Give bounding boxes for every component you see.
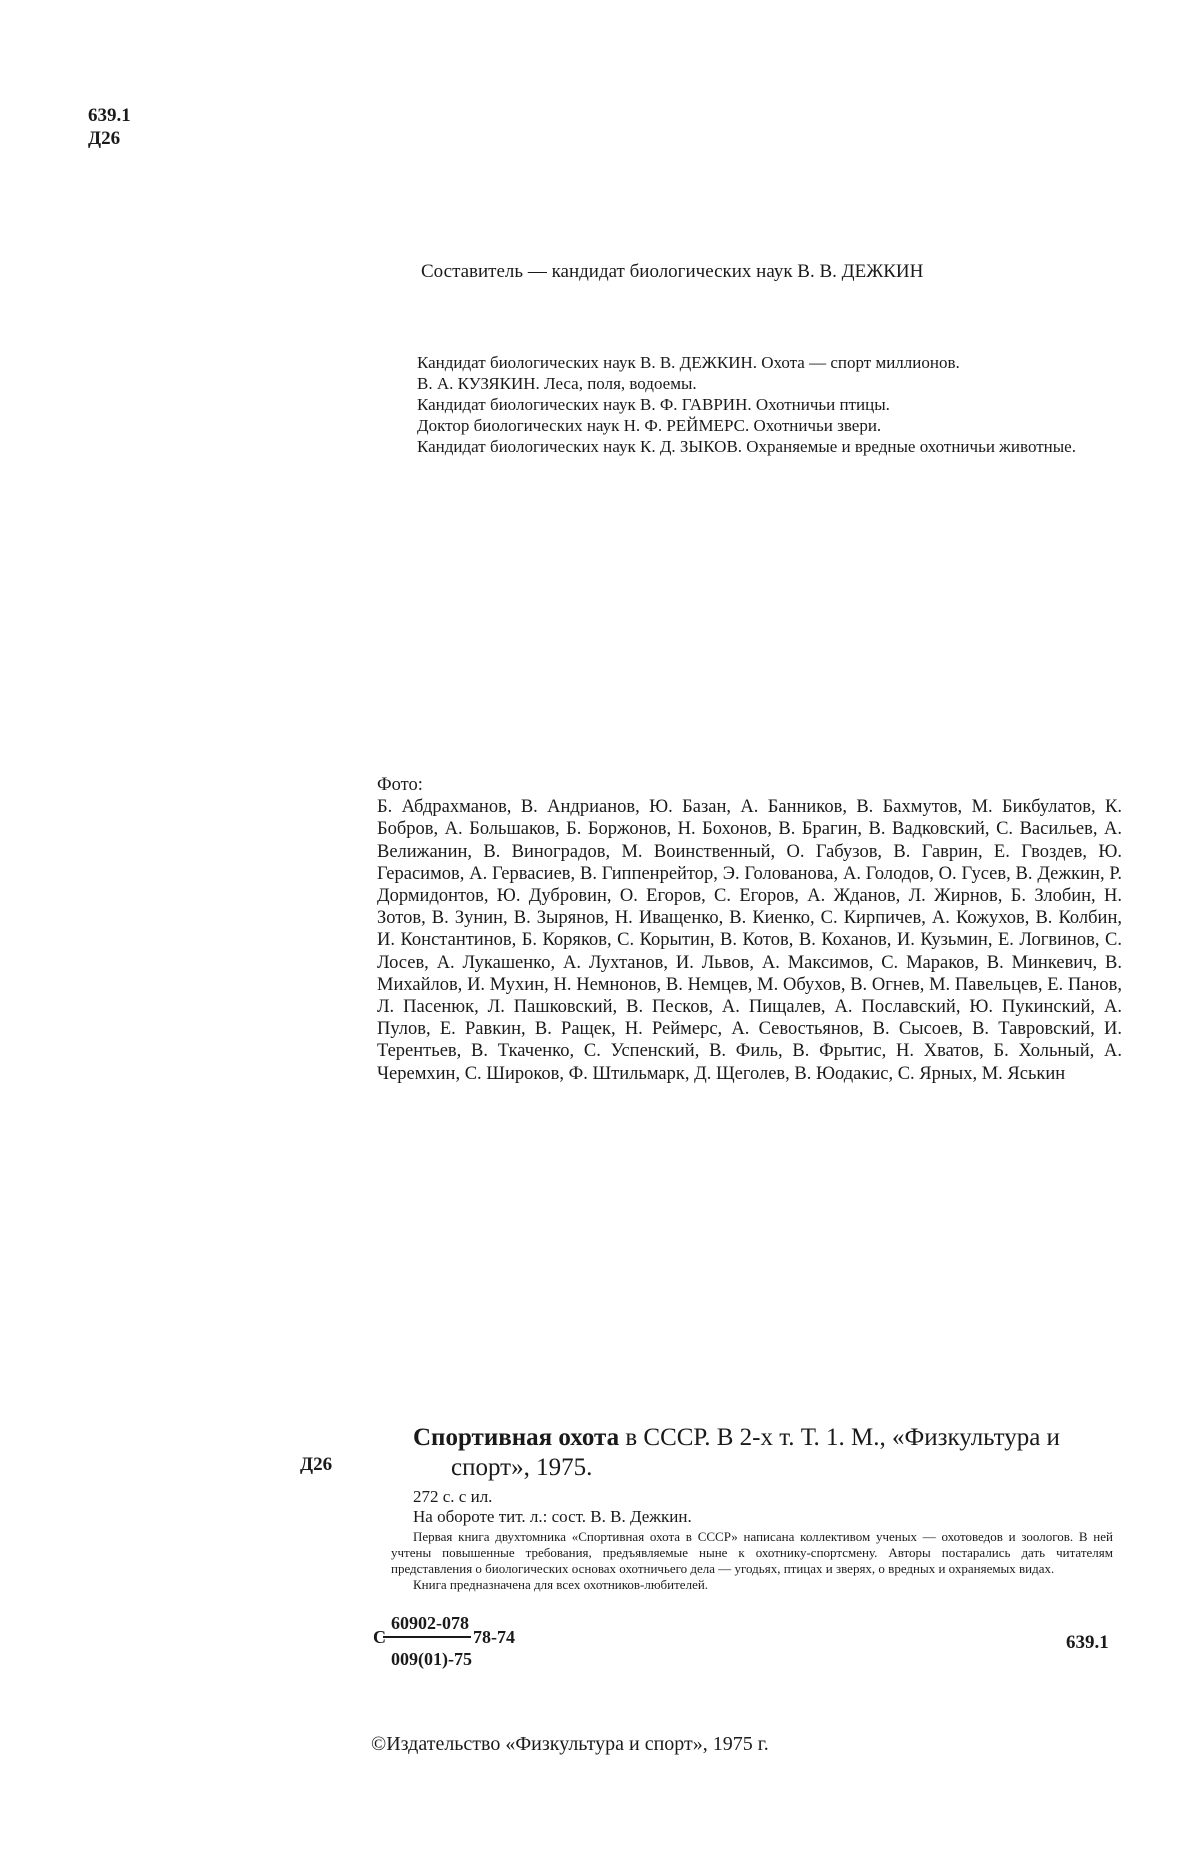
catalog-card <box>391 1423 1113 1593</box>
udk-code-top <box>88 104 131 150</box>
catalog-annotation <box>391 1529 1113 1593</box>
catalog-note: На обороте тит. л.: сост. В. В. Дежкин. <box>413 1507 692 1526</box>
index-numerator: 60902-078 <box>391 1613 469 1633</box>
contents-item: Кандидат биологических наук К. Д. ЗЫКОВ. Охраняемые и вредные охотничьи животные. <box>417 437 1076 456</box>
photo-label: Фото: <box>377 775 423 795</box>
catalog-title <box>413 1423 1113 1483</box>
catalog-title-bold: Спортивная охота <box>413 1424 620 1451</box>
contents-item: Кандидат биологических наук В. Ф. ГАВРИН. Охотничьи птицы. <box>417 395 890 414</box>
photo-credits <box>377 774 1122 1085</box>
contents-item: В. А. КУЗЯКИН. Леса, поля, водоемы. <box>417 374 697 393</box>
catalog-title-rest: в СССР. В 2-х т. Т. 1. М., «Физкультура и спорт», 1975. <box>451 1424 1060 1481</box>
catalog-pages: 272 с. с ил. <box>413 1487 493 1506</box>
author-mark: Д26 <box>88 128 121 149</box>
index-letter: С <box>373 1627 386 1647</box>
index-fraction-bar <box>383 1636 471 1638</box>
contents-item: Доктор биологических наук Н. Ф. РЕЙМЕРС. Охотничьи звери. <box>417 416 882 435</box>
index-suffix: 78-74 <box>473 1627 515 1647</box>
catalog-author-mark: Д26 <box>300 1454 333 1475</box>
annotation-paragraph: Книга предназначена для всех охотников-любителей. <box>413 1577 709 1592</box>
photo-names: Б. Абдрахманов, В. Андрианов, Ю. Базан, А. Банников, В. Бахмутов, М. Бикбулатов, К. Бобров, А. Большаков, Б. Боржонов, Н. Бохонов, В. Брагин, В. Вадковский, С. Васильев, А. Велижанин, В. Виноградов, М. Воинственный, О. Габузов, В. Гаврин, Е. Гвоздев, Ю. Герасимов, А. Гервасиев, В. Гиппенрейтор, Э. Голованова, А. Голодов, О. Гусев, В. Дежкин, Р. Дормидонтов, Ю. Дубровин, О. Егоров, С. Егоров, А. Жданов, Л. Жирнов, Б. Злобин, Н. Зотов, В. Зунин, В. Зырянов, Н. Иващенко, В. Киенко, С. Кирпичев, А. Кожухов, В. Колбин, И. Константинов, Б. Коряков, С. Корытин, В. Котов, В. Коханов, И. Кузьмин, Е. Логвинов, С. Лосев, А. Лукашенко, А. Лухтанов, И. Львов, А. Максимов, С. Мараков, В. Минкевич, В. Михайлов, И. Мухин, Н. Немнонов, В. Немцев, М. Обухов, В. Огнев, М. Павельцев, Е. Панов, Л. Пасенюк, Л. Пашковский, В. Песков, А. Пищалев, А. Пославский, Ю. Пукинский, А. Пулов, Е. Равкин, В. Ращек, Н. Реймерс, А. Севостьянов, В. Сысоев, В. Тавровский, И. Терентьев, В. Ткаченко, С. Успенский, В. Филь, В. Фрытис, Н. Хватов, Б. Хольный, А. Черемхин, С. Широков, Ф. Штильмарк, Д. Щеголев, В. Юодакис, С. Ярных, М. Яськин <box>377 797 1122 1084</box>
contents-list <box>377 352 1122 457</box>
udk-number: 639.1 <box>88 105 131 126</box>
copyright-line: ©Издательство «Физкультура и спорт», 1975 г. <box>371 1733 769 1755</box>
compiler-line: Составитель — кандидат биологических наук В. В. ДЕЖКИН <box>421 261 924 282</box>
contents-item: Кандидат биологических наук В. В. ДЕЖКИН. Охота — спорт миллионов. <box>417 353 960 372</box>
index-denominator: 009(01)-75 <box>391 1649 472 1669</box>
udk-code-bottom: 639.1 <box>1066 1632 1109 1653</box>
annotation-paragraph: Первая книга двухтомника «Спортивная охота в СССР» написана коллективом ученых — охотоведов и зоологов. В ней учтены повышенные требования, предъявляемые ныне к охотнику-спортсмену. Авторы постарались дать читателям представления о биологических основах охотничьего дела — угодьях, птицах и зверях, о вредных и охраняемых видах. <box>391 1529 1113 1576</box>
